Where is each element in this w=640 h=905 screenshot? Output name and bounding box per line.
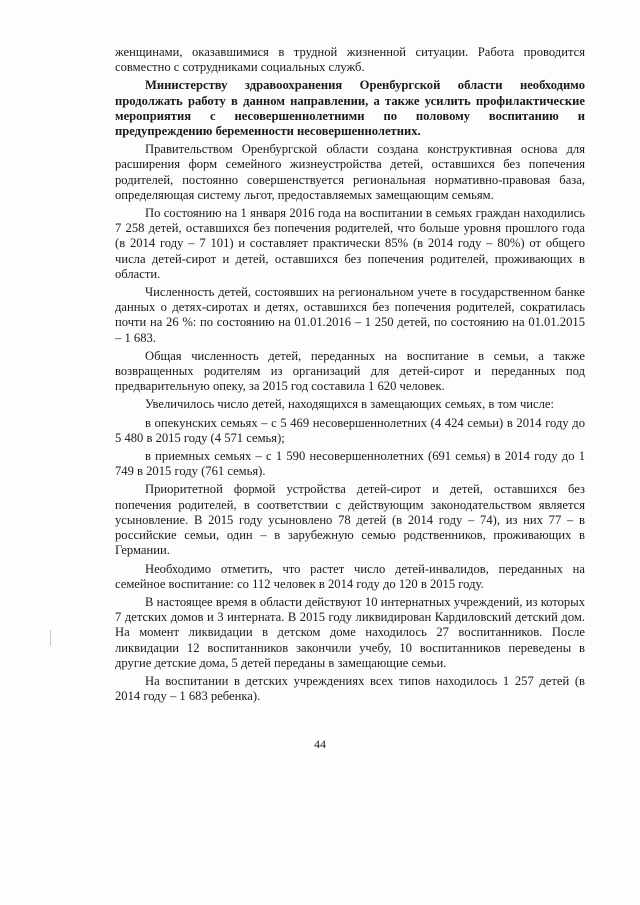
paragraph-institution-count: На воспитании в детских учреждениях всех типов находилось 1 257 детей (в 2014 году – 1 683 ребенка). bbox=[115, 673, 585, 704]
paragraph-increase-intro: Увеличилось число детей, находящихся в замещающих семьях, в том числе: bbox=[145, 397, 555, 412]
paragraph-transferred-total: Общая численность детей, переданных на воспитание в семьи, а также возвращенных родителям из организаций для детей-сирот и переданных под предварительную опеку, за 2015 год составила 1 620 человек. bbox=[115, 348, 585, 394]
paragraph-legal-base: Правительством Оренбургской области создана конструктивная основа для расширения форм семейного жизнеустройства детей, оставшихся без попечения родителей, постоянно совершенствуется региональная нормативно-правовая база, определяющая систему льгот, предоставляемых замещающим семьям. bbox=[115, 142, 585, 202]
paragraph-disabled-children: Необходимо отметить, что растет число детей-инвалидов, переданных на семейное воспитание: со 112 человек в 2014 году до 120 в 2015 году. bbox=[115, 561, 585, 591]
body-text bbox=[115, 45, 585, 707]
paragraph-adoption: Приоритетной формой устройства детей-сирот и детей, оставшихся без попечения родителей, в соответствии с действующим законодательством является усыновление. В 2015 году усыновлено 78 детей (в 2014 году – 74), из них 77 – в российские семьи, один – в зарубежную семью родственников, проживающих в Германии. bbox=[115, 482, 585, 558]
paragraph-guardian-families: в опекунских семьях – с 5 469 несовершеннолетних (4 424 семьи) в 2014 году до 5 480 в 2015 году (4 571 семья); bbox=[115, 415, 585, 445]
margin-mark bbox=[50, 630, 51, 646]
paragraph-children-in-families: По состоянию на 1 января 2016 года на воспитании в семьях граждан находились 7 258 детей, оставшихся без попечения родителей, что больше уровня прошлого года (в 2014 году – 7 101) и составляет практически 85% (в 2014 году – 80%) от общего числа детей-сирот и детей, оставшихся без попечения родителей, проживающих в области. bbox=[115, 206, 585, 281]
page-number: 44 bbox=[314, 737, 326, 751]
paragraph-continuation: женщинами, оказавшимися в трудной жизненной ситуации. Работа проводится совместно с сотрудниками социальных служб. bbox=[115, 45, 585, 75]
paragraph-databank: Численность детей, состоявших на региональном учете в государственном банке данных о детях-сиротах и детях, оставшихся без попечения родителей, сократилась почти на 26 %: по состоянию на 01.01.2016 – 1 250 детей, по состоянию на 01.01.2015 – 1 683. bbox=[115, 285, 585, 345]
paragraph-institutions: В настоящее время в области действуют 10 интернатных учреждений, из которых 7 детских домов и 3 интерната. В 2015 году ликвидирован Кардиловский детский дом. На момент ликвидации в детском доме находилось 27 воспитанников. После ликвидации 12 воспитанников закончили учебу, 10 воспитанников переведены в другие детские дома, 5 детей переданы в замещающие семьи. bbox=[115, 594, 585, 670]
paragraph-recommendation: Министерству здравоохранения Оренбургской области необходимо продолжать работу в данном направлении, а также усилить профилактические мероприятия с несовершеннолетними по половому воспитанию и предупреждению беременности несовершеннолетних. bbox=[115, 78, 585, 139]
paragraph-foster-families: в приемных семьях – с 1 590 несовершеннолетних (691 семья) в 2014 году до 1 749 в 2015 году (761 семья). bbox=[115, 449, 585, 479]
